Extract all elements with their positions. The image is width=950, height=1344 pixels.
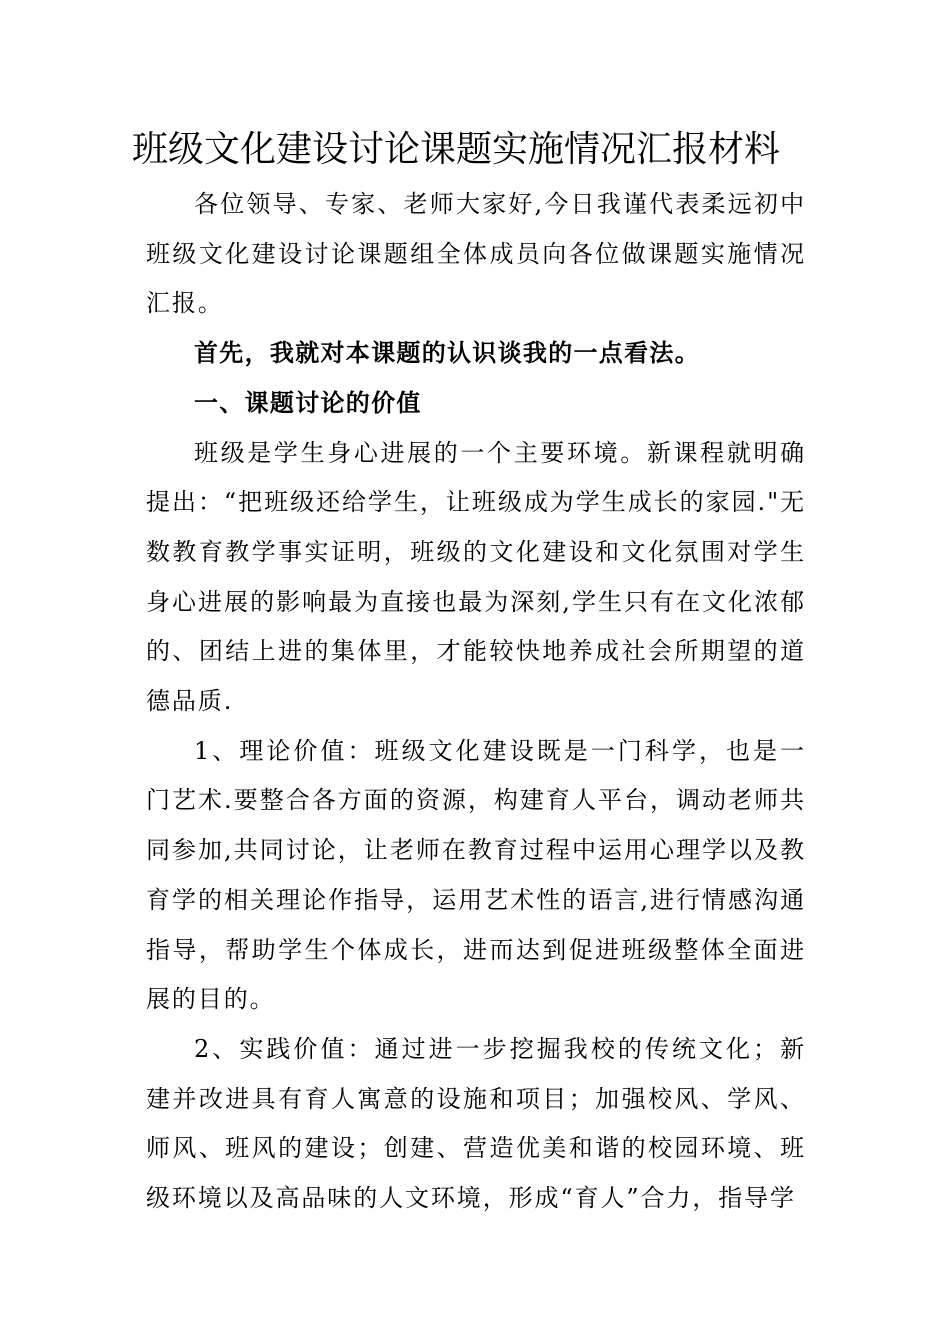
class-environment-paragraph: 班级是学生身心进展的一个主要环境。新课程就明确提出：“把班级还给学生，让班级成为学生成长的家园."无数教育教学事实证明，班级的文化建设和文化氛围对学生身心进展的影响最为直接也最为深刻,学生只有在文化浓郁的、团结上进的集体里，才能较快地养成社会所期望的道德品质. (146, 438, 806, 716)
document-title: 班级文化建设讨论课题实施情况汇报材料 (132, 129, 781, 170)
theory-value-paragraph: 1、理论价值：班级文化建设既是一门科学，也是一门艺术.要整合各方面的资源，构建育人平台，调动老师共同参加,共同讨论，让老师在教育过程中运用心理学以及教育学的相关理论作指导，运用艺术性的语言,进行情感沟通指导，帮助学生个体成长，进而达到促进班级整体全面进展的目的。 (146, 736, 806, 1014)
greeting-paragraph: 各位领导、专家、老师大家好,今日我谨代表柔远初中班级文化建设讨论课题组全体成员向各位做课题实施情况汇报。 (146, 190, 806, 318)
section-heading-value: 一、课题讨论的价值 (194, 388, 422, 417)
practice-value-paragraph: 2、实践价值：通过进一步挖掘我校的传统文化；新建并改进具有育人寓意的设施和项目；加强校风、学风、师风、班风的建设；创建、营造优美和谐的校园环境、班级环境以及高品味的人文环境，形成“育人”合力，指导学 (146, 1034, 806, 1213)
intro-heading: 首先，我就对本课题的认识谈我的一点看法。 (194, 339, 700, 368)
document-page (132, 120, 806, 1224)
